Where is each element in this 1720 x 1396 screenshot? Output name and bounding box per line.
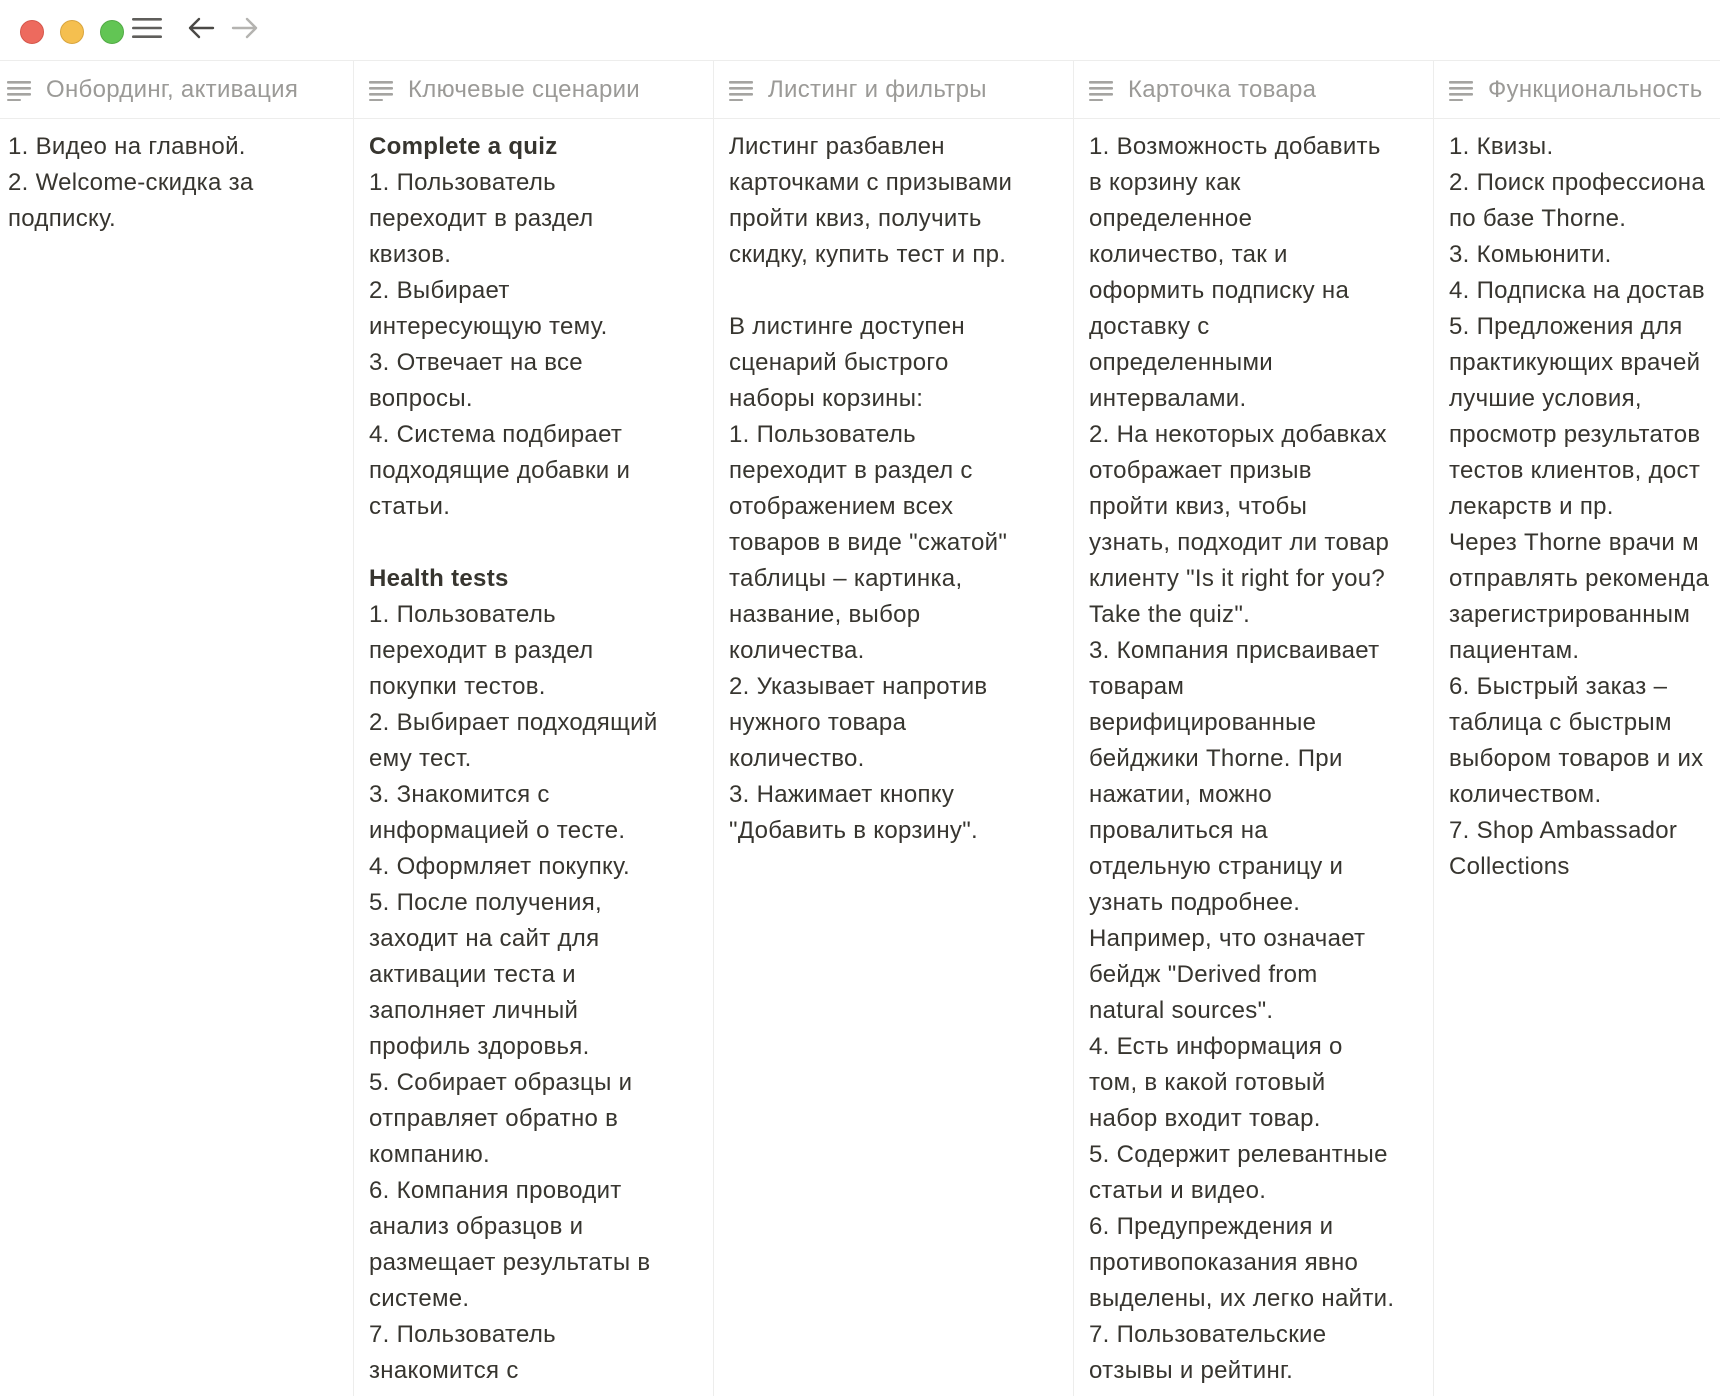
cell-text-line: подписку.	[8, 205, 116, 232]
cell-text-line: набор входит товар.	[1089, 1105, 1321, 1132]
cell-text-line: название, выбор	[729, 601, 921, 628]
cell-text-line: 5. Предложения для	[1449, 313, 1683, 340]
cell-text-line: 7. Shop Ambassador	[1449, 817, 1678, 844]
arrow-right-icon[interactable]	[228, 10, 262, 46]
column-header-label: Функциональность	[1488, 75, 1703, 103]
column-header[interactable]	[354, 61, 713, 119]
cell-text-line: 1. Видео на главной.	[8, 133, 246, 160]
cell-text-line: доставку с	[1089, 313, 1210, 340]
cell-text-line: квизов.	[369, 241, 452, 268]
cell-text-line: вопросы.	[369, 385, 473, 412]
cell-text-line: 1. Квизы.	[1449, 133, 1554, 160]
minimize-window-button[interactable]	[60, 20, 84, 44]
cell-text-line: статьи и видео.	[1089, 1177, 1267, 1204]
cell-text-line: 6. Быстрый заказ –	[1449, 673, 1668, 700]
cell-text-line: В листинге доступен	[729, 313, 965, 340]
text-property-icon	[1088, 79, 1116, 101]
column-header-label: Листинг и фильтры	[768, 75, 987, 103]
cell-text-line: количество.	[729, 745, 865, 772]
cell-text-line: 4. Оформляет покупку.	[369, 853, 630, 880]
cell-text-line: системе.	[369, 1285, 470, 1312]
cell-text-line: том, в какой готовый	[1089, 1069, 1326, 1096]
column-header-label: Онбординг, активация	[46, 75, 299, 103]
cell-text-line: оформить подписку на	[1089, 277, 1350, 304]
cell-text-line: 6. Компания проводит	[369, 1177, 622, 1204]
table-cell[interactable]	[0, 119, 353, 237]
cell-text-line: провалиться на	[1089, 817, 1268, 844]
column-header-label: Ключевые сценарии	[408, 75, 641, 103]
close-window-button[interactable]	[20, 20, 44, 44]
cell-text-line: пациентам.	[1449, 637, 1580, 664]
cell-text-line: наборы корзины:	[729, 385, 924, 412]
cell-text-line: узнать подробнее.	[1089, 889, 1301, 916]
cell-text-line: выделены, их легко найти.	[1089, 1285, 1395, 1312]
cell-text-line: тестов клиентов, дост	[1449, 457, 1701, 484]
cell-text-line: информацией о тесте.	[369, 817, 626, 844]
cell-text-line: заполняет личный	[369, 997, 579, 1024]
cell-text-line: нажатии, можно	[1089, 781, 1273, 808]
cell-text-line: статьи.	[369, 493, 451, 520]
cell-text-line: заходит на сайт для	[369, 925, 600, 952]
cell-text-line: 2. Указывает напротив	[729, 673, 988, 700]
column-onboarding	[0, 61, 354, 1396]
cell-text-line: отображает призыв	[1089, 457, 1312, 484]
cell-text-line: 4. Система подбирает	[369, 421, 623, 448]
cell-text-line: карточками с призывами	[729, 169, 1013, 196]
table-cell[interactable]	[1074, 119, 1433, 1389]
column-product-card	[1074, 61, 1434, 1396]
column-functionality	[1434, 61, 1720, 1396]
column-header[interactable]	[714, 61, 1073, 119]
cell-text-line: покупки тестов.	[369, 673, 546, 700]
cell-text-line: практикующих врачей	[1449, 349, 1701, 376]
table-cell[interactable]	[354, 119, 713, 1389]
cell-text-line: 4. Есть информация о	[1089, 1033, 1343, 1060]
column-listing-filters	[714, 61, 1074, 1396]
text-property-icon	[1448, 79, 1476, 101]
cell-text-line: отправлять рекоменда	[1449, 565, 1710, 592]
cell-text-line: 1. Пользователь	[729, 421, 916, 448]
cell-text-line: Collections	[1449, 853, 1570, 880]
text-property-icon	[368, 79, 396, 101]
cell-text-line: natural sources".	[1089, 997, 1274, 1024]
cell-text-line: товаров в виде "сжатой"	[729, 529, 1008, 556]
text-property-icon	[728, 79, 756, 101]
arrow-left-icon[interactable]	[184, 10, 218, 46]
cell-text-line: 5. Собирает образцы и	[369, 1069, 633, 1096]
cell-text-line: в корзину как	[1089, 169, 1241, 196]
cell-text-line: Например, что означает	[1089, 925, 1366, 952]
cell-text-line: таблица с быстрым	[1449, 709, 1672, 736]
cell-text-line: размещает результаты в	[369, 1249, 651, 1276]
cell-text-line: переходит в раздел	[369, 205, 594, 232]
cell-text-line: 2. Выбирает подходящий	[369, 709, 658, 736]
cell-text-line: лекарств и пр.	[1449, 493, 1614, 520]
cell-subheading: Health tests	[369, 565, 509, 592]
zoom-window-button[interactable]	[100, 20, 124, 44]
cell-text-line: Через Thorne врачи м	[1449, 529, 1699, 556]
cell-text-line: интервалами.	[1089, 385, 1247, 412]
cell-text-line: компанию.	[369, 1141, 490, 1168]
cell-text-line: 3. Отвечает на все	[369, 349, 583, 376]
cell-text-line: пройти квиз, получить	[729, 205, 982, 232]
cell-text-line: переходит в раздел с	[729, 457, 973, 484]
cell-text-line: профиль здоровья.	[369, 1033, 590, 1060]
cell-text-line: по базе Thorne.	[1449, 205, 1627, 232]
cell-text-line: противопоказания явно	[1089, 1249, 1359, 1276]
database-table	[0, 61, 1720, 1396]
cell-text-line: переходит в раздел	[369, 637, 594, 664]
cell-text-line: 1. Возможность добавить	[1089, 133, 1381, 160]
cell-text-line: отображением всех	[729, 493, 954, 520]
cell-text-line: интересующую тему.	[369, 313, 608, 340]
cell-text-line: узнать, подходит ли товар	[1089, 529, 1390, 556]
cell-text-line: клиенту "Is it right for you?	[1089, 565, 1386, 592]
title-bar	[0, 0, 1720, 61]
cell-text-line: сценарий быстрого	[729, 349, 949, 376]
column-header-label: Карточка товара	[1128, 75, 1317, 103]
cell-text-line: отзывы и рейтинг.	[1089, 1357, 1294, 1384]
column-header[interactable]	[1074, 61, 1433, 119]
cell-text-line: таблицы – картинка,	[729, 565, 963, 592]
cell-text-line: 2. На некоторых добавках	[1089, 421, 1387, 448]
cell-text-line: зарегистрированным	[1449, 601, 1691, 628]
cell-text-line: ему тест.	[369, 745, 472, 772]
cell-text-line: Take the quiz".	[1089, 601, 1251, 628]
cell-text-line: бейдж "Derived from	[1089, 961, 1318, 988]
cell-text-line: анализ образцов и	[369, 1213, 584, 1240]
cell-text-line: определенными	[1089, 349, 1273, 376]
cell-text-line: подходящие добавки и	[369, 457, 631, 484]
cell-text-line: 5. Содержит релевантные	[1089, 1141, 1388, 1168]
cell-text-line: знакомится с	[369, 1357, 519, 1384]
cell-text-line: 3. Компания присваивает	[1089, 637, 1380, 664]
cell-text-line: 6. Предупреждения и	[1089, 1213, 1334, 1240]
cell-text-line: нужного товара	[729, 709, 907, 736]
cell-text-line: активации теста и	[369, 961, 576, 988]
text-property-icon	[6, 79, 34, 101]
cell-text-line: 4. Подписка на достав	[1449, 277, 1705, 304]
cell-text-line: количества.	[729, 637, 865, 664]
cell-text-line: верифицированные	[1089, 709, 1317, 736]
cell-text-line	[369, 525, 703, 561]
cell-text-line: 7. Пользователь	[369, 1321, 556, 1348]
cell-text-line: 7. Пользовательские	[1089, 1321, 1327, 1348]
cell-text-line: 3. Нажимает кнопку	[729, 781, 955, 808]
column-header[interactable]	[1434, 61, 1720, 119]
column-header[interactable]	[0, 61, 353, 119]
cell-text-line: просмотр результатов	[1449, 421, 1701, 448]
cell-text-line: 2. Поиск профессиона	[1449, 169, 1705, 196]
column-key-scenarios	[354, 61, 714, 1396]
cell-text-line: пройти квиз, чтобы	[1089, 493, 1308, 520]
cell-text-line: количество, так и	[1089, 241, 1288, 268]
cell-text-line	[729, 273, 1063, 309]
cell-text-line: Листинг разбавлен	[729, 133, 945, 160]
table-cell[interactable]	[1434, 119, 1720, 885]
cell-text-line: 2. Выбирает	[369, 277, 510, 304]
table-cell[interactable]	[714, 119, 1073, 849]
cell-text-line: 5. После получения,	[369, 889, 602, 916]
cell-text-line: товарам	[1089, 673, 1185, 700]
cell-text-line: скидку, купить тест и пр.	[729, 241, 1007, 268]
cell-text-line: "Добавить в корзину".	[729, 817, 979, 844]
cell-text-line: выбором товаров и их	[1449, 745, 1704, 772]
cell-text-line: 1. Пользователь	[369, 601, 556, 628]
cell-text-line: 3. Знакомится с	[369, 781, 550, 808]
hamburger-menu-icon[interactable]	[130, 10, 164, 46]
cell-text-line: бейджики Thorne. При	[1089, 745, 1343, 772]
cell-text-line: лучшие условия,	[1449, 385, 1642, 412]
cell-text-line: отправляет обратно в	[369, 1105, 619, 1132]
cell-text-line: количеством.	[1449, 781, 1602, 808]
cell-subheading: Complete a quiz	[369, 133, 558, 160]
cell-text-line: отдельную страницу и	[1089, 853, 1344, 880]
cell-text-line: 1. Пользователь	[369, 169, 556, 196]
cell-text-line: определенное	[1089, 205, 1253, 232]
cell-text-line: 2. Welcome-скидка за	[8, 169, 254, 196]
cell-text-line: 3. Комьюнити.	[1449, 241, 1612, 268]
